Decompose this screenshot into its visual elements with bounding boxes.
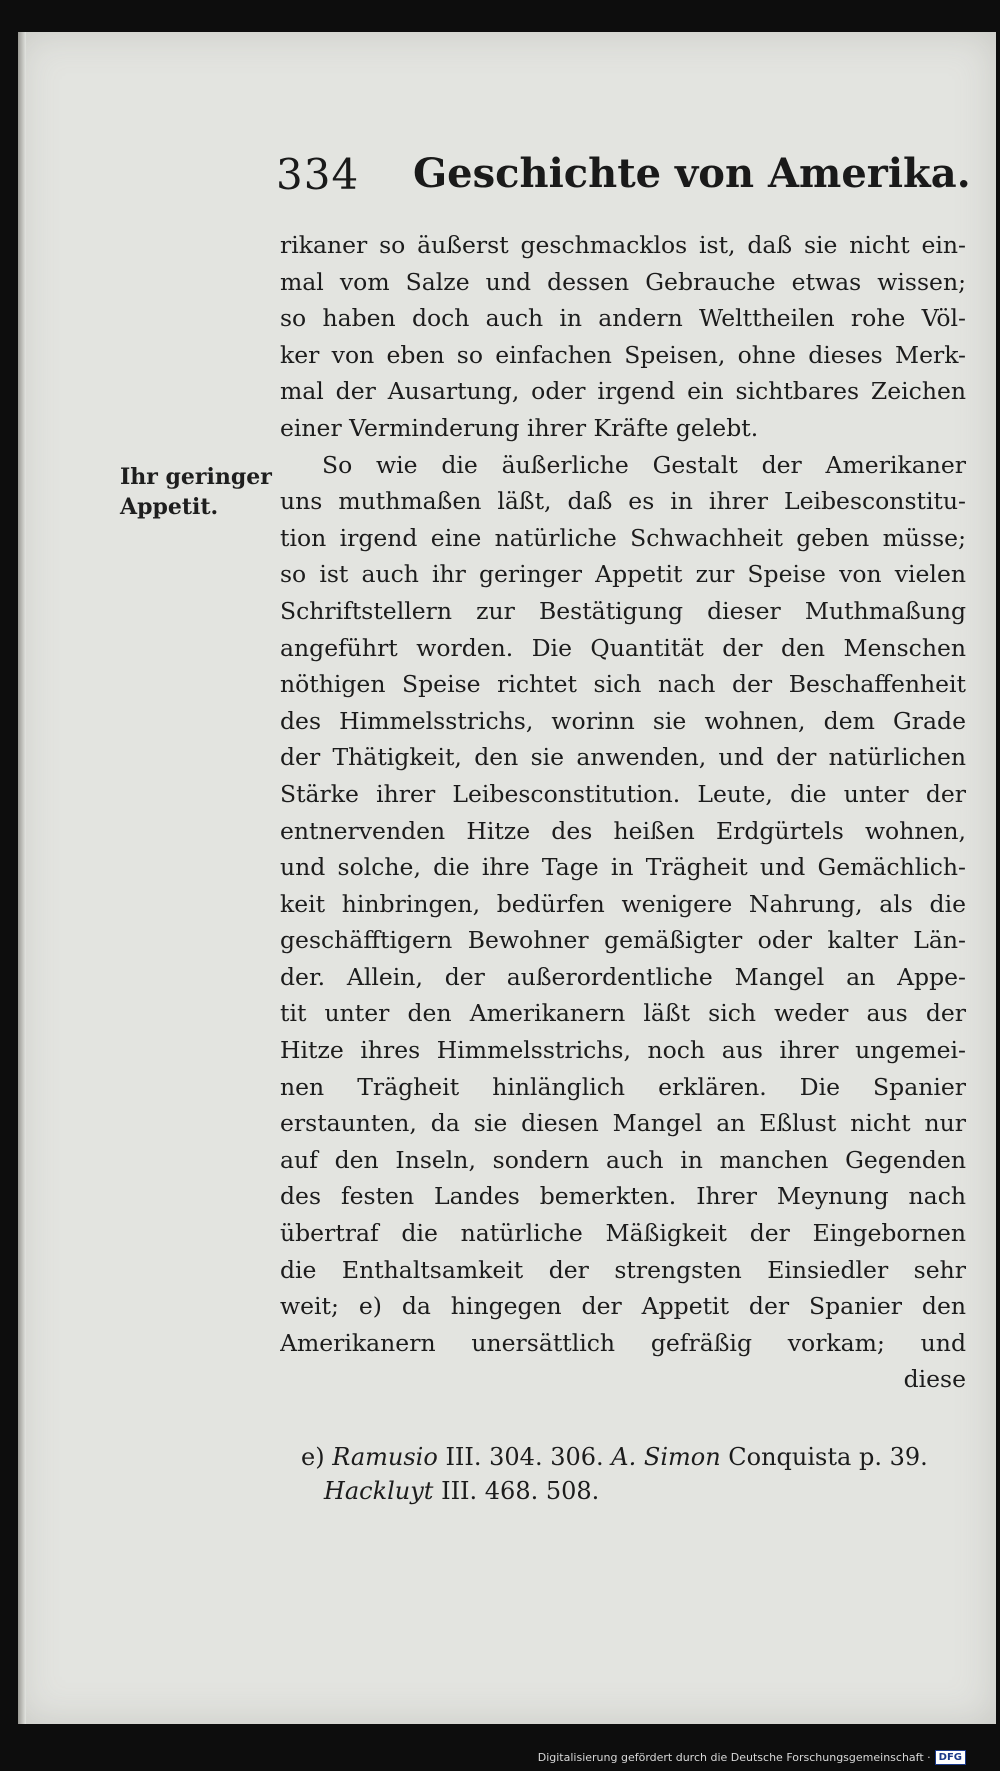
body-text xyxy=(280,227,966,1398)
text-line: mal vom Salze und dessen Gebrauche etwas wissen; xyxy=(280,267,966,296)
text-line: entnervenden Hitze des heißen Erdgürtels wohnen, xyxy=(280,816,966,845)
footnote-marker: e) xyxy=(301,1443,325,1471)
page-spine-shadow xyxy=(18,32,26,1724)
text-line: übertraf die natürliche Mäßigkeit der Eingebornen xyxy=(280,1219,966,1248)
text-line: erstaunten, da sie diesen Mangel an Eßlust nicht nur xyxy=(280,1109,966,1138)
text-line: weit; e) da hingegen der Appetit der Spanier den xyxy=(280,1292,966,1321)
text-line: so haben doch auch in andern Welttheilen rohe Völ- xyxy=(280,304,966,333)
footnote-ref: III. 468. 508. xyxy=(433,1477,600,1505)
text-line: auf den Inseln, sondern auch in manchen Gegenden xyxy=(280,1145,966,1174)
credit-text: Digitalisierung gefördert durch die Deutsche Forschungsgemeinschaft · xyxy=(537,1751,931,1764)
text-line: der Thätigkeit, den sie anwenden, und der natürlichen xyxy=(280,743,966,772)
footnote-line xyxy=(301,1440,966,1474)
text-line: Schriftstellern zur Bestätigung dieser Muthmaßung xyxy=(280,596,966,625)
running-title: Geschichte von Amerika. xyxy=(413,150,971,197)
text-line: rikaner so äußerst geschmacklos ist, daß sie nicht ein- xyxy=(280,231,966,259)
text-line: die Enthaltsamkeit der strengsten Einsiedler sehr xyxy=(280,1255,966,1284)
marginal-note-line: Ihr geringer xyxy=(120,464,272,490)
text-line: mal der Ausartung, oder irgend ein sichtbares Zeichen xyxy=(280,377,966,406)
text-line: Hitze ihres Himmelsstrichs, noch aus ihrer ungemei- xyxy=(280,1036,966,1065)
text-line: so ist auch ihr geringer Appetit zur Speise von vielen xyxy=(280,560,966,589)
digitization-credit xyxy=(538,1750,966,1765)
footnote-ref: III. 304. 306. xyxy=(437,1443,612,1471)
text-line: nöthigen Speise richtet sich nach der Beschaffenheit xyxy=(280,670,966,699)
dfg-logo-icon: DFG xyxy=(935,1750,966,1765)
text-line: ker von eben so einfachen Speisen, ohne dieses Merk- xyxy=(280,340,966,369)
text-line: geschäfftigern Bewohner gemäßigter oder kalter Län- xyxy=(280,926,966,955)
text-line: keit hinbringen, bedürfen wenigere Nahrung, als die xyxy=(280,889,966,918)
marginal-note xyxy=(120,462,300,522)
text-line: des Himmelsstrichs, worinn sie wohnen, dem Grade xyxy=(280,706,966,735)
text-line: Amerikanern unersättlich gefräßig vorkam; und xyxy=(280,1328,966,1357)
footnote-author: Ramusio xyxy=(332,1443,438,1471)
text-line: tit unter den Amerikanern läßt sich weder aus der xyxy=(280,999,966,1028)
text-line: angeführt worden. Die Quantität der den Menschen xyxy=(280,633,966,662)
footnote-author: Hackluyt xyxy=(323,1477,434,1505)
text-line: Stärke ihrer Leibesconstitution. Leute, die unter der xyxy=(280,779,966,808)
footnote-line xyxy=(301,1474,966,1508)
text-line: tion irgend eine natürliche Schwachheit geben müsse; xyxy=(280,523,966,552)
text-line: und solche, die ihre Tage in Trägheit und Gemächlich- xyxy=(280,853,966,882)
text-line: So wie die äußerliche Gestalt der Amerikaner xyxy=(322,450,966,479)
page-header xyxy=(18,150,996,220)
footnote-author: A. Simon xyxy=(611,1443,721,1471)
catchword: diese xyxy=(903,1365,966,1394)
marginal-note-line: Appetit. xyxy=(120,494,219,520)
footnote xyxy=(301,1440,966,1508)
footnote-ref: Conquista p. 39. xyxy=(720,1443,928,1471)
text-line: nen Trägheit hinlänglich erklären. Die Spanier xyxy=(280,1072,966,1101)
text-line: des festen Landes bemerkten. Ihrer Meynung nach xyxy=(280,1182,966,1211)
book-page xyxy=(18,32,996,1724)
text-line: der. Allein, der außerordentliche Mangel an Appe- xyxy=(280,962,966,991)
text-line: uns muthmaßen läßt, daß es in ihrer Leibesconstitu- xyxy=(280,487,966,516)
text-line: einer Verminderung ihrer Kräfte gelebt. xyxy=(280,413,759,442)
page-number: 334 xyxy=(276,150,360,199)
